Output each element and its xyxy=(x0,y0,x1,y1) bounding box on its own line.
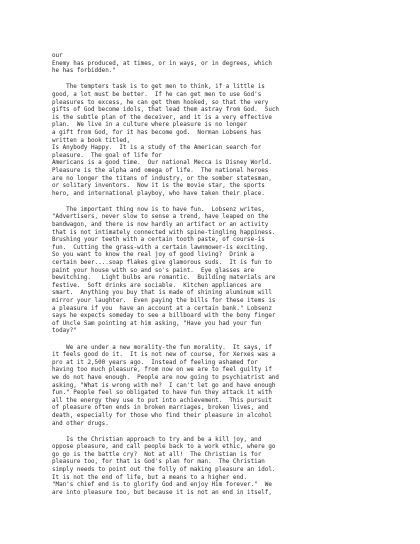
text-line: Brushing your teeth with a certain tooth paste, of course-is xyxy=(52,237,265,244)
paragraph xyxy=(52,53,382,76)
text-line: mirror your laughter. Even paying the bills for these items is xyxy=(52,298,276,304)
text-line: good, a lot must be better. If he can get men to use God's xyxy=(52,91,262,98)
paragraph xyxy=(52,437,382,498)
text-line: fun. Cutting the grass-with a certain lawnmower-is exciting. xyxy=(52,244,269,251)
text-line: Pleasure is the alpha and omega of life. The national heroes xyxy=(52,167,269,174)
text-line: all the energy they use to put into achievement. This pursuit xyxy=(52,397,272,404)
text-line: pleasure too, for that is God's plan for man. The Christian xyxy=(52,459,265,466)
text-line: Enemy has produced, at times, or in ways, or in degrees, which xyxy=(52,60,272,67)
text-line: that is not intimately connected with spine-tingling happiness. xyxy=(52,229,276,236)
text-line: having too much pleasure, from now on we are to feel guilty if xyxy=(52,367,272,374)
paragraph xyxy=(52,345,382,429)
text-line: are no longer the titans of industry, or the somber statesman, xyxy=(52,175,272,182)
text-line: hero, and international playboy, who have taken their place. xyxy=(52,190,265,197)
paragraph-gap xyxy=(52,336,382,345)
text-line: The tempters task is to get men to think, if a little is xyxy=(52,84,265,91)
paragraph xyxy=(52,84,382,198)
text-line: simply needs to point out the folly of making pleasure an idol. xyxy=(52,467,276,474)
text-line: "Advertisers, never slow to sense a trend, have leaped on the xyxy=(52,214,269,221)
text-line: of Uncle Sam pointing at him asking, "Have you had your fun xyxy=(52,320,262,327)
text-line: we do not have enough. People are now going to psychiatrist and xyxy=(52,374,279,381)
text-line: The important thing now is to have fun. Lobsenz writes, xyxy=(52,206,265,213)
text-line: "Man's chief end is to glorify God and enjoy Him forever." We xyxy=(52,482,272,489)
text-line: is the subtle plan of the deceiver, and it is a very effective xyxy=(52,114,272,121)
text-line: gifts of God become idols, that lead them astray from God. Such xyxy=(52,107,279,114)
text-line: it feels good do it. It is not new of course, for Xerxes was a xyxy=(52,352,276,359)
text-line: a pleasure if you have an account at a certain bank." Lobsenz xyxy=(52,305,272,312)
text-line: oppose pleasure, and call people back to a work ethic, where go xyxy=(52,444,276,451)
text-line: plan. We live in a culture where pleasure is no longer xyxy=(52,122,248,129)
document-body-text xyxy=(52,53,382,497)
paragraph-gap xyxy=(52,76,382,85)
text-line: Is the Christian approach to try and be a kill joy, and xyxy=(52,436,262,443)
text-line: and other drugs. xyxy=(52,420,109,427)
text-line: paint your house with so and so's paint. Eye glasses are xyxy=(52,267,255,274)
paragraph-gap xyxy=(52,428,382,437)
text-line: or solitary inventors. Now it is the movie star, the sports xyxy=(52,183,265,190)
text-line: It is not the end of life, but a means to a higher end. xyxy=(52,474,248,481)
text-line: death, especially for those who find their pleasure in alcohol xyxy=(52,412,272,419)
text-line: smart. Anything you buy that is made of shining aluminum will xyxy=(52,290,272,297)
text-line: certain beer....soap flakes give glamorous suds. It is fun to xyxy=(52,260,272,267)
text-line: are into pleasure too, but because it is not an end in itself, xyxy=(52,489,272,496)
text-line: We are under a new morality-the fun morality. It says, if xyxy=(52,344,272,351)
paragraph-gap xyxy=(52,198,382,207)
text-line: our xyxy=(52,53,63,59)
text-line: fun." People feel so obligated to have fun they attack it with xyxy=(52,390,272,397)
text-line: Is Anybody Happy. It is a study of the American search for xyxy=(52,145,262,152)
text-line: Americans is a good time. Our national Mecca is Disney World. xyxy=(52,160,272,167)
text-line: he has forbidden." xyxy=(52,68,116,75)
text-line: bandwagon, and there is now hardly an artifact or an activity xyxy=(52,222,269,229)
text-line: written a book titled, xyxy=(52,137,131,144)
text-line: go go is the battle cry? Not at all! The Christian is for xyxy=(52,451,262,458)
text-line: bewitching. Light bulbs are romantic. Building materials are xyxy=(52,275,276,282)
text-line: asking, "What is wrong with me? I can't let go and have enough xyxy=(52,382,276,389)
text-line: pleasure. The goal of life for xyxy=(52,152,162,159)
text-line: pleasures to excess, he can get them hooked, so that the very xyxy=(52,99,269,106)
text-line: festive. Soft drinks are sociable. Kitchen appliances are xyxy=(52,282,262,289)
text-line: So you want to know the real joy of good living? Drink a xyxy=(52,252,255,259)
text-line: says he expects someday to see a billboard with the bony finger xyxy=(52,313,276,320)
paragraph xyxy=(52,207,382,336)
text-line: pro at it 2,500 years ago. Instead of feeling ashamed for xyxy=(52,359,258,366)
text-line: a gift from God, for it has become god. Norman Lobsens has xyxy=(52,129,262,136)
text-line: today?" xyxy=(52,328,77,335)
text-line: of pleasure often ends in broken marriages, broken lives, and xyxy=(52,405,269,412)
